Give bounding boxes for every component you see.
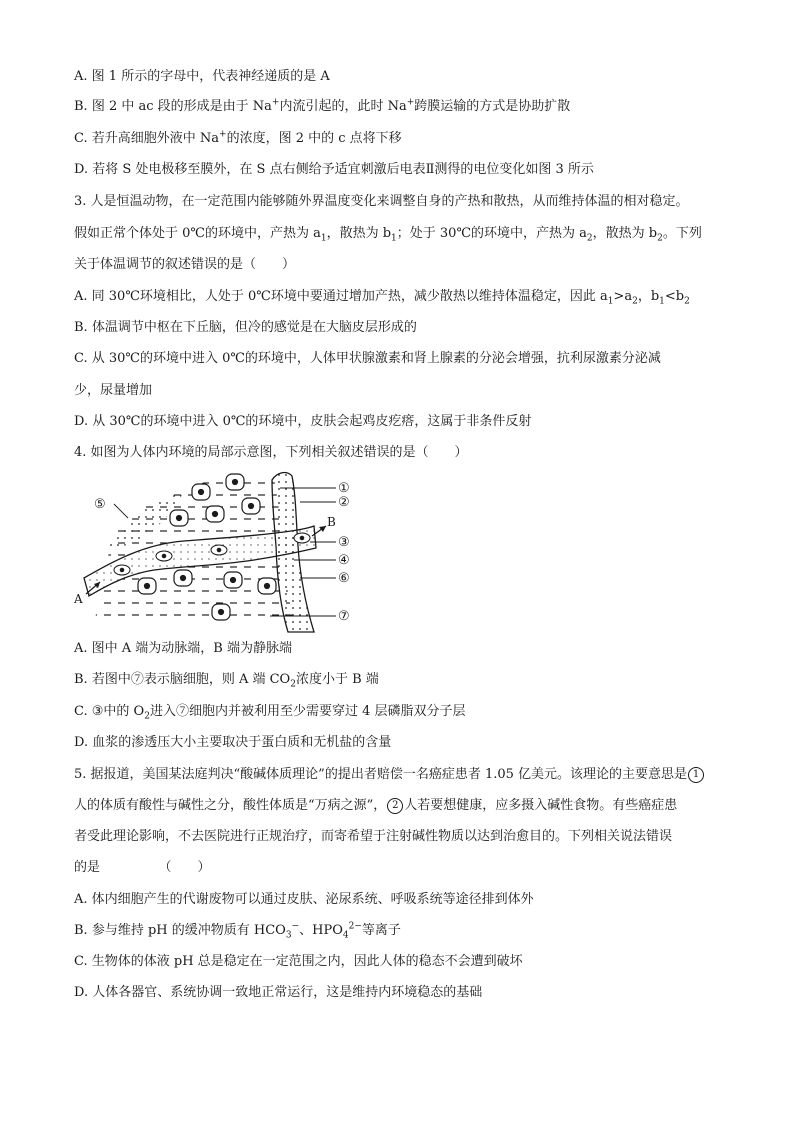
q5-stem-line-4: 的是 （ ） [74,860,211,875]
q5-option-a: A. 体内细胞产生的代谢废物可以通过皮肤、泌尿系统、呼吸系统等途径排到体外 [74,892,534,907]
q5-stem-line-3: 者受此理论影响，不去医院进行正规治疗，而寄希望于注射碱性物质以达到治愈目的。下列相关说法错误 [74,829,673,844]
label-4: ④ [338,553,350,568]
q4-option-d: D. 血浆的渗透压大小主要取决于蛋白质和无机盐的含量 [74,735,392,750]
label-3: ③ [338,535,350,550]
circled-number-2: 2 [387,798,403,814]
q3-stem-line-3: 关于体温调节的叙述错误的是（ ） [74,257,296,272]
circled-number-1: 1 [688,767,704,783]
label-a: A [74,592,83,606]
q5-stem-line-2: 人的体质有酸性与碱性之分，酸性体质是“万病之源”， 2 人若要想健康，应多摄入碱性食物。有些癌症患 [74,798,678,813]
label-7: ⑦ [338,609,350,624]
q2-option-b: B. 图 2 中 ac 段的形成是由于 Na+内流引起的，此时 Na+跨膜运输的方式是协助扩散 [74,97,571,114]
q3-option-c-line-2: 少，尿量增加 [74,383,153,398]
q5-option-b: B. 参与维持 pH 的缓冲物质有 $HCO_3^-$、$HPO_4^{2-}$等离子 [74,921,401,941]
q3-option-d: D. 从 30℃的环境中进入 0℃的环境中，皮肤会起鸡皮疙瘩，这属于非条件反射 [74,414,532,429]
label-1: ① [338,481,350,496]
q3-option-b: B. 体温调节中枢在下丘脑，但冷的感觉是在大脑皮层形成的 [74,320,417,335]
q2-option-a: A. 图 1 所示的字母中，代表神经递质的是 A [74,69,330,84]
q5-option-c: C. 生物体的体液 pH 总是稳定在一定范围之内，因此人体的稳态不会遭到破坏 [74,954,523,969]
q4-option-b: B. 若图中⑦表示脑细胞，则 A 端 $CO_2$浓度小于 B 端 [74,672,379,690]
label-2: ② [338,495,350,510]
q4-option-a: A. 图中 A 端为动脉端，B 端为静脉端 [74,641,292,656]
q2-option-d: D. 若将 S 处电极移至膜外，在 S 点右侧给予适宜刺激后电表Ⅱ测得的电位变化如图 3 所示 [74,162,594,177]
q3-stem-line-2: 假如正常个体处于 0℃的环境中，产热为 $a_1$，散热为 $b_1$；处于 30℃的环境中，产热为 $a_2$，散热为 $b_2$。下列 [74,226,702,244]
q4-stem: 4. 如图为人体内环境的局部示意图，下列相关叙述错误的是（ ） [74,445,468,460]
q4-option-c: C. ③中的 $O_2$进入⑦细胞内并被利用至少需要穿过 4 层磷脂双分子层 [74,704,466,722]
label-6: ⑥ [338,571,350,586]
label-5: ⑤ [94,497,106,512]
q2-option-c: C. 若升高细胞外液中 Na+的浓度，图 2 中的 c 点将下移 [74,129,402,146]
label-b: B [327,515,336,529]
q3-option-a: A. 同 30℃环境相比，人处于 0℃环境中要通过增加产热，减少散热以维持体温稳定，因此 $a_1>a_2$，$b_1<b_2$ [74,289,690,307]
q3-stem-line-1: 3. 人是恒温动物，在一定范围内能够随外界温度变化来调整自身的产热和散热，从而维持体温的相对稳定。 [74,194,689,209]
q5-stem-line-1: 5. 据报道，美国某法庭判决“酸碱体质理论”的提出者赔偿一名癌症患者 1.05 亿美元。该理论的主要意思是 1 [74,767,705,783]
q3-option-c-line-1: C. 从 30℃的环境中进入 0℃的环境中，人体甲状腺激素和肾上腺素的分泌会增强，抗利尿激素分泌减 [74,351,661,366]
q5-option-d: D. 人体各器官、系统协调一致地正常运行，这是维持内环境稳态的基础 [74,985,483,1000]
tissue-diagram [74,466,364,634]
